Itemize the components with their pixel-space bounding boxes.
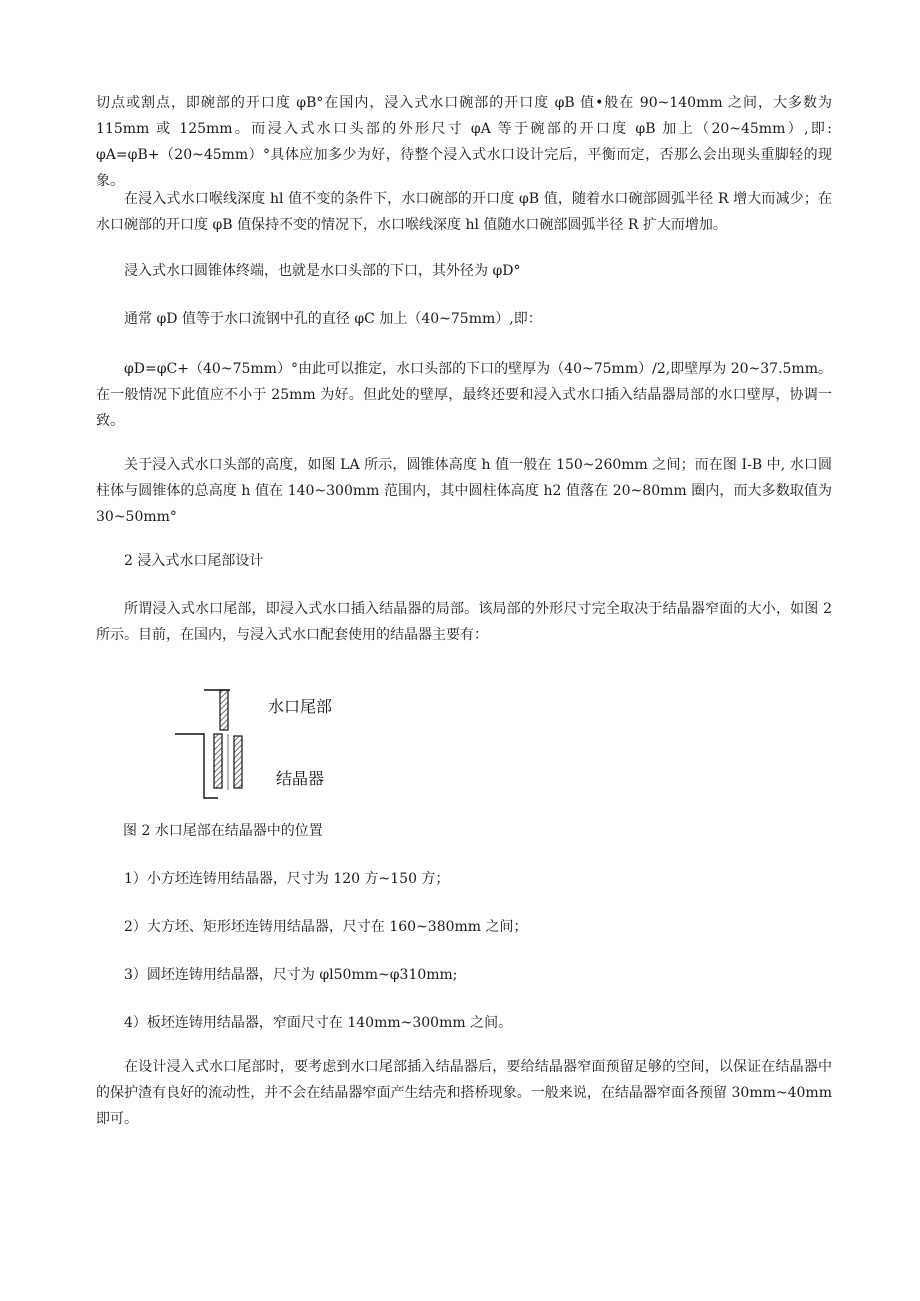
figure-label-nozzle-tail: 水口尾部 <box>268 697 333 716</box>
paragraph-head-height: 关于浸入式水口头部的高度，如图 LA 所示，圆锥体高度 h 值一般在 150~260mm 之间；而在图 I-B 中, 水口圆柱体与圆锥体的总高度 h 值在 140~300mm 范围内，其中圆柱体高度 h2 值落在 20~80mm 圈内，而大多数取值为 30~50mm° <box>96 457 832 525</box>
mold-wall-outline <box>175 734 218 798</box>
paragraph-bowl-opening: 切点或割点，即碗部的开口度 φB°在国内，浸入式水口碗部的开口度 φB 值•般在 90~140mm 之间，大多数为 115mm 或 125mm。而浸入式水口头部的外形尺寸 φA 等于碗部的开口度 φB 加上（20~45mm）,即: φA=φB+（20~45mm）°具体应加多少为好，待整个浸入式水口设计完后，平衡而定，否那么会出现头重脚轻的现象。 <box>96 95 832 189</box>
nozzle-lower-wall-right <box>234 736 242 788</box>
paragraph-cone-end: 浸入式水口圆锥体终端，也就是水口头部的下口，其外径为 φD° <box>124 263 521 279</box>
figure-caption: 图 2 水口尾部在结晶器中的位置 <box>123 823 323 839</box>
nozzle-lower-wall-left <box>214 734 222 788</box>
paragraph-tail-definition: 所谓浸入式水口尾部，即浸入式水口插入结晶器的局部。该局部的外形尺寸完全取决于结晶器窄面的大小，如图 2 所示。目前，在国内，与浸入式水口配套使用的结晶器主要有： <box>96 601 832 643</box>
paragraph-wall-thickness: φD=φC+（40~75mm）°由此可以推定，水口头部的下口的壁厚为（40~75mm）/2,即壁厚为 20~37.5mm。在一般情况下此值应不小于 25mm 为好。但此处的壁厚，最终还要和浸入式水口插入结晶器局部的水口壁厚，协调一致。 <box>96 361 832 429</box>
list-item-slab: 4）板坯连铸用结晶器，窄面尺寸在 140mm~300mm 之间。 <box>124 1015 513 1031</box>
paragraph-phid-definition: 通常 φD 值等于水口流钢中孔的直径 φC 加上（40~75mm）,即： <box>124 311 542 327</box>
list-item-round: 3）圆坯连铸用结晶器，尺寸为 φl50mm~φ310mm; <box>124 967 458 983</box>
paragraph-closing: 在设计浸入式水口尾部时，要考虑到水口尾部插入结晶器后，要给结晶器窄面预留足够的空间，以保证在结晶器中的保护渣有良好的流动性，并不会在结晶器窄面产生结壳和搭桥现象。一般来说，在结晶器窄面各预留 30mm~40mm 即可。 <box>96 1059 832 1127</box>
section-heading-tail-design: 2 浸入式水口尾部设计 <box>124 553 264 569</box>
paragraph-throat-depth: 在浸入式水口喉线深度 hl 值不变的条件下，水口碗部的开口度 φB 值，随着水口碗部圆弧半径 R 增大而减少；在水口碗部的开口度 φB 值保持不变的情况下，水口喉线深度 hl 值随水口碗部圆弧半径 R 扩大而增加。 <box>96 191 832 233</box>
figure-label-mold: 结晶器 <box>276 769 325 788</box>
figure-nozzle-in-mold <box>172 684 392 804</box>
nozzle-upper-wall <box>220 690 228 730</box>
list-item-billet: 1）小方坯连铸用结晶器，尺寸为 120 方~150 方； <box>124 871 450 887</box>
list-item-bloom: 2）大方坯、矩形坯连铸用结晶器，尺寸在 160~380mm 之间； <box>124 919 528 935</box>
